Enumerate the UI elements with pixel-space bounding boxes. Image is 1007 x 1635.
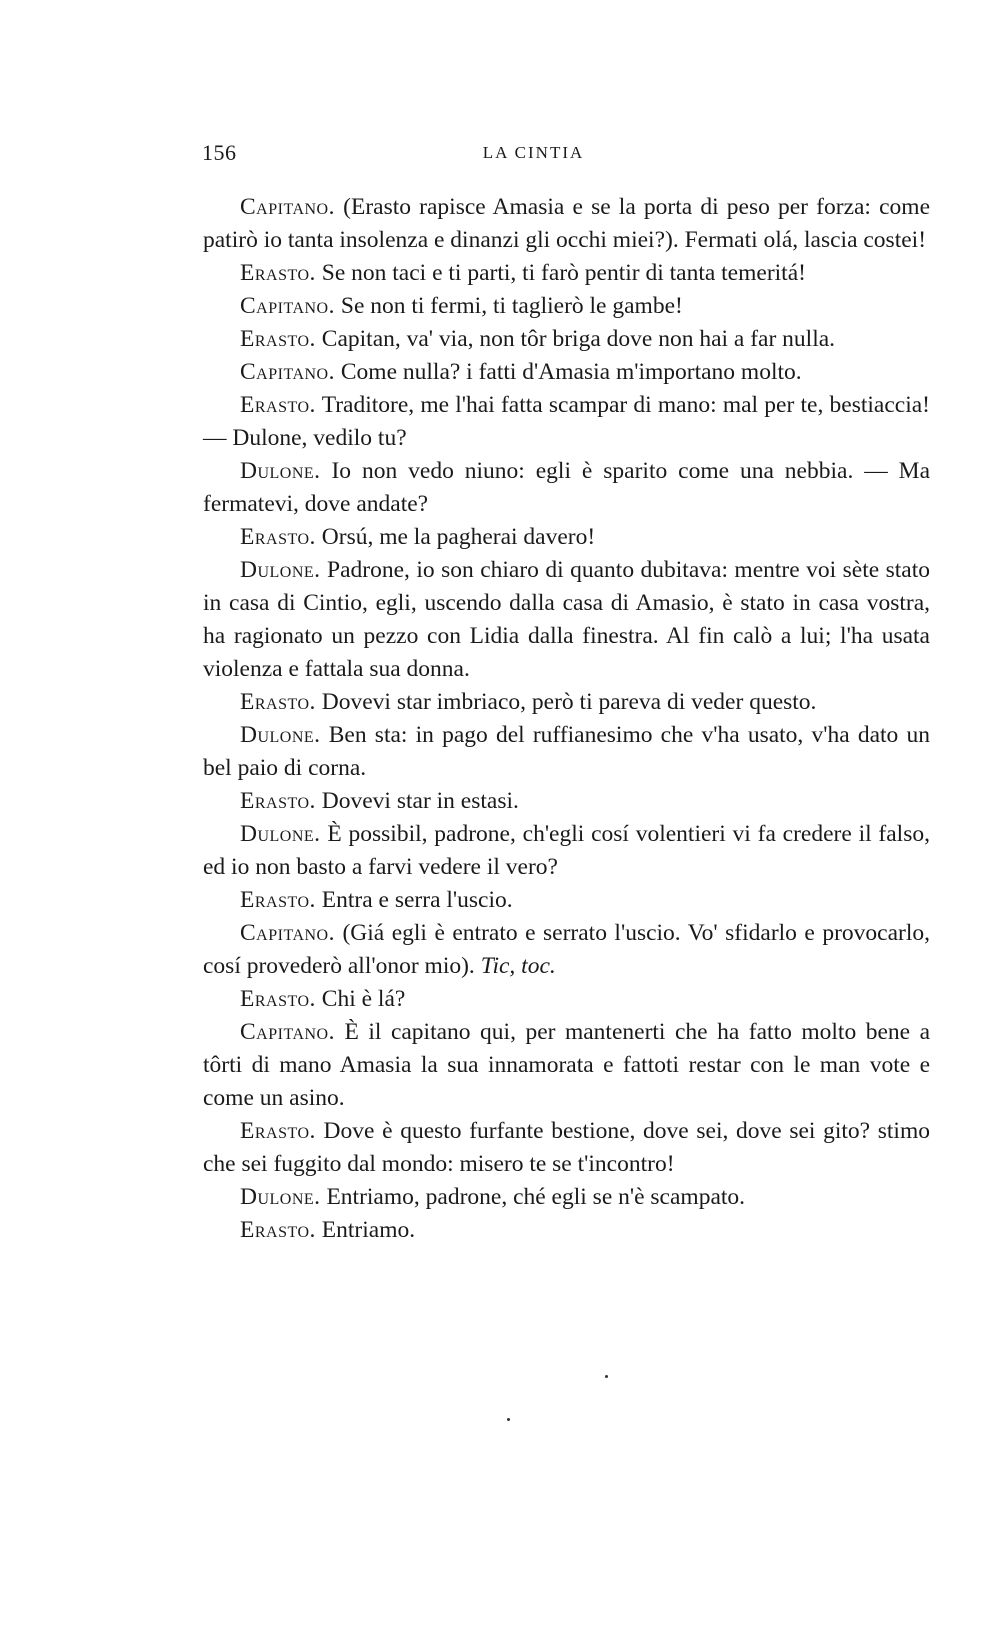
dialogue-line <box>203 719 930 785</box>
line-text: Dovevi star imbriaco, però ti pareva di veder questo. <box>315 689 817 715</box>
line-text: (Erasto rapisce Amasia e se la porta di peso per forza: come patirò io tanta insolenza e dinanzi gli occhi miei?). Fermati olá, lascia costei! <box>203 194 930 253</box>
speaker-name: Erasto. <box>240 689 316 715</box>
line-text: Dove è questo furfante bestione, dove sei, dove sei gito? stimo che sei fuggito dal mondo: misero te se t'incontro! <box>203 1118 930 1177</box>
stage-sound-text: Tic, toc. <box>474 953 556 979</box>
line-text: (Giá egli è entrato e serrato l'uscio. Vo' sfidarlo e provocarlo, cosí provederò all'onor mio). <box>203 920 930 979</box>
line-text: Entriamo, padrone, ché egli se n'è scampato. <box>320 1184 746 1210</box>
line-text: Come nulla? i fatti d'Amasia m'importano molto. <box>335 359 802 385</box>
dialogue-line <box>203 455 930 521</box>
speaker-name: Erasto. <box>240 392 316 418</box>
running-title: LA CINTIA <box>482 143 585 162</box>
dialogue-line <box>203 1181 930 1214</box>
dialogue-line <box>203 917 930 983</box>
dialogue-line <box>203 1214 930 1247</box>
dialogue-line <box>203 191 930 257</box>
line-text: Dovevi star in estasi. <box>315 788 519 814</box>
line-text: Orsú, me la pagherai davero! <box>315 524 596 550</box>
print-speck <box>507 1418 510 1421</box>
dialogue-line <box>203 257 930 290</box>
line-text: Io non vedo niuno: egli è sparito come una nebbia. — Ma fermatevi, dove andate? <box>203 458 930 517</box>
line-text: Ben sta: in pago del ruffianesimo che v'ha usato, v'ha dato un bel paio di corna. <box>203 722 930 781</box>
dialogue-line <box>203 884 930 917</box>
speaker-name: Erasto. <box>240 1217 316 1243</box>
speaker-name: Dulone. <box>240 821 321 847</box>
speaker-name: Capitano. <box>240 194 335 220</box>
line-text: Traditore, me l'hai fatta scampar di mano: mal per te, bestiaccia! — Dulone, vedilo tu? <box>203 392 930 451</box>
speaker-name: Erasto. <box>240 986 316 1012</box>
dialogue-line <box>203 1016 930 1115</box>
dialogue-line <box>203 356 930 389</box>
speaker-name: Dulone. <box>240 458 321 484</box>
speaker-name: Erasto. <box>240 788 316 814</box>
line-text: Se non ti fermi, ti taglierò le gambe! <box>335 293 683 319</box>
speaker-name: Erasto. <box>240 524 316 550</box>
speaker-name: Erasto. <box>240 326 316 352</box>
dialogue-line <box>203 818 930 884</box>
line-text: È possibil, padrone, ch'egli cosí volentieri vi fa credere il falso, ed io non basto a farvi vedere il vero? <box>203 821 930 880</box>
page-number: 156 <box>202 140 237 165</box>
dialogue-line <box>203 686 930 719</box>
dialogue-line <box>203 323 930 356</box>
speaker-name: Erasto. <box>240 260 316 286</box>
dialogue-line <box>203 290 930 323</box>
line-text: È il capitano qui, per mantenerti che ha fatto molto bene a tôrti di mano Amasia la sua innamorata e fattoti restar con le man vote e come un asino. <box>203 1019 930 1111</box>
dialogue-line <box>203 521 930 554</box>
dialogue-line <box>203 785 930 818</box>
dialogue-line <box>203 1115 930 1181</box>
speaker-name: Capitano. <box>240 920 335 946</box>
line-text: Se non taci e ti parti, ti farò pentir di tanta temeritá! <box>315 260 806 286</box>
speaker-name: Capitano. <box>240 1019 335 1045</box>
speaker-name: Dulone. <box>240 557 321 583</box>
speaker-name: Dulone. <box>240 722 321 748</box>
dialogue-line <box>203 983 930 1016</box>
line-text: Entriamo. <box>315 1217 416 1243</box>
dialogue-line <box>203 554 930 686</box>
line-text: Padrone, io son chiaro di quanto dubitava: mentre voi sète stato in casa di Cintio, egli, uscendo dalla casa di Amasio, è stato in casa vostra, ha ragionato un pezzo con Lidia dalla finestra. Al fin calò a lui; l'ha usata violenza e fattala sua donna. <box>203 557 930 682</box>
speaker-name: Dulone. <box>240 1184 321 1210</box>
line-text: Chi è lá? <box>315 986 406 1012</box>
speaker-name: Erasto. <box>240 1118 316 1144</box>
dialogue-text <box>203 191 930 1247</box>
line-text: Entra e serra l'uscio. <box>315 887 513 913</box>
print-speck <box>605 1375 608 1378</box>
speaker-name: Capitano. <box>240 359 335 385</box>
line-text: Capitan, va' via, non tôr briga dove non hai a far nulla. <box>315 326 836 352</box>
speaker-name: Erasto. <box>240 887 316 913</box>
dialogue-line <box>203 389 930 455</box>
speaker-name: Capitano. <box>240 293 335 319</box>
